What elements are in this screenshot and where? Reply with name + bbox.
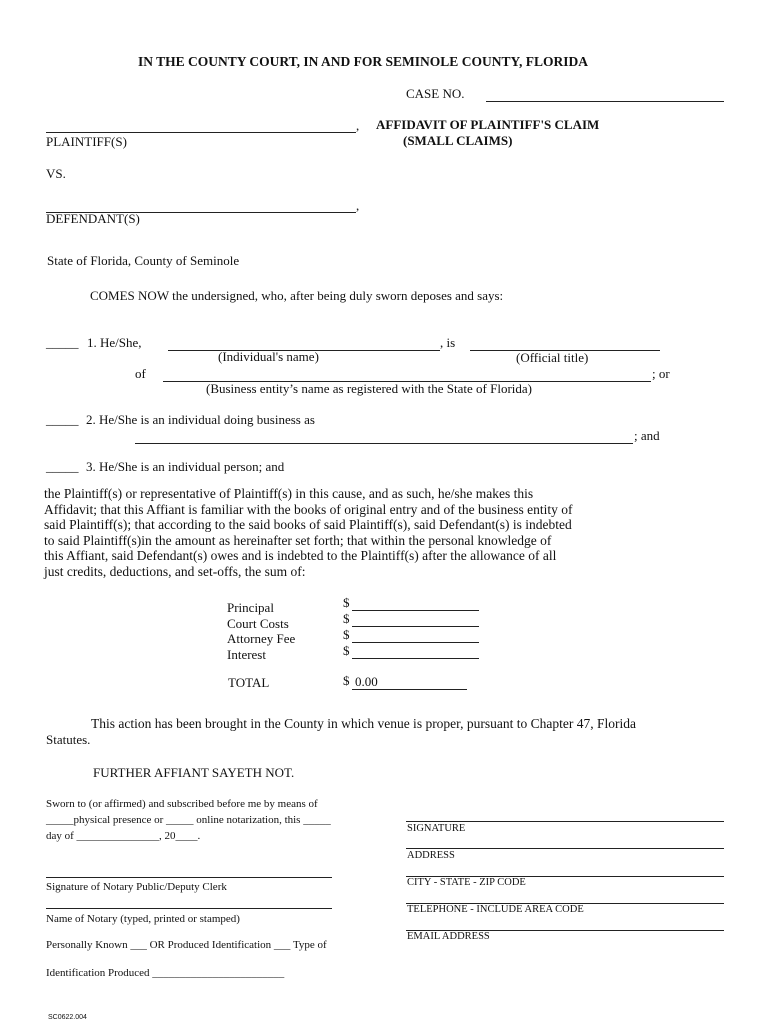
signature-field[interactable] bbox=[406, 821, 724, 822]
dba-name-field[interactable] bbox=[135, 443, 633, 444]
option2-blank[interactable]: _____ bbox=[46, 412, 79, 427]
venue-statement: State of Florida, County of Seminole bbox=[47, 253, 240, 268]
total-currency: $ bbox=[343, 673, 350, 688]
notary-line3: day of _______________, 20____. bbox=[46, 830, 201, 842]
case-no-label: CASE NO. bbox=[406, 86, 465, 101]
identification-line: Identification Produced ________________________ bbox=[46, 967, 285, 979]
form-code: SC0622.004 bbox=[48, 1014, 87, 1021]
personally-known-line: Personally Known ___ OR Produced Identification ___ Type of bbox=[46, 939, 327, 951]
court-costs-currency: $ bbox=[343, 611, 350, 626]
doc-title-line1: AFFIDAVIT OF PLAINTIFF'S CLAIM bbox=[376, 117, 600, 132]
venue-paragraph-line1: This action has been brought in the County in which venue is proper, pursuant to Chapter 47, Florida bbox=[91, 716, 636, 731]
signature-label: SIGNATURE bbox=[407, 823, 466, 834]
notary-line2: _____physical presence or _____ online notarization, this _____ bbox=[46, 814, 331, 826]
plaintiff-label: PLAINTIFF(S) bbox=[46, 134, 127, 149]
principal-currency: $ bbox=[343, 595, 350, 610]
individual-name-caption: (Individual's name) bbox=[218, 349, 319, 364]
defendant-comma: , bbox=[356, 198, 360, 213]
case-no-field[interactable] bbox=[486, 101, 724, 102]
body-line: Affidavit; that this Affiant is familiar with the books of original entry and of the business entity of bbox=[44, 501, 573, 517]
venue-paragraph-line2: Statutes. bbox=[46, 732, 91, 747]
interest-currency: $ bbox=[343, 643, 350, 658]
body-line: said Plaintiff(s); that according to the said books of said Plaintiff(s), said Defendant(s) is indebted bbox=[44, 517, 572, 533]
doc-title-line2: (SMALL CLAIMS) bbox=[403, 133, 513, 148]
official-title-caption: (Official title) bbox=[516, 350, 589, 365]
option3-blank[interactable]: _____ bbox=[46, 459, 79, 474]
principal-label: Principal bbox=[227, 600, 274, 615]
business-entity-caption: (Business entity’s name as registered with the State of Florida) bbox=[206, 381, 533, 396]
total-value: 0.00 bbox=[355, 674, 378, 689]
attorney-fee-currency: $ bbox=[343, 627, 350, 642]
city-state-zip-label: CITY - STATE - ZIP CODE bbox=[407, 877, 526, 888]
total-field[interactable] bbox=[352, 674, 467, 690]
notary-name-field[interactable] bbox=[46, 908, 332, 909]
plaintiff-comma: , bbox=[356, 118, 360, 133]
vs-label: VS. bbox=[46, 166, 66, 181]
notary-signature-field[interactable] bbox=[46, 877, 332, 878]
email-label: EMAIL ADDRESS bbox=[407, 931, 490, 942]
attorney-fee-label: Attorney Fee bbox=[227, 631, 296, 646]
notary-name-label: Name of Notary (typed, printed or stamped) bbox=[46, 913, 240, 925]
defendant-label: DEFENDANT(S) bbox=[46, 211, 140, 226]
body-line: to said Plaintiff(s)in the amount as hereinafter set forth; that within the personal knowledge of bbox=[44, 532, 552, 548]
option1-blank[interactable]: _____ bbox=[46, 335, 79, 350]
option1-or-label: ; or bbox=[652, 366, 670, 381]
court-costs-label: Court Costs bbox=[227, 616, 289, 631]
notary-line1: Sworn to (or affirmed) and subscribed before me by means of bbox=[46, 798, 318, 810]
plaintiff-name-field[interactable] bbox=[46, 132, 356, 133]
intro-statement: COMES NOW the undersigned, who, after being duly sworn deposes and says: bbox=[90, 288, 504, 303]
interest-field[interactable] bbox=[352, 658, 479, 659]
body-paragraph bbox=[44, 486, 634, 580]
principal-field[interactable] bbox=[352, 610, 479, 611]
notary-signature-label: Signature of Notary Public/Deputy Clerk bbox=[46, 881, 227, 893]
body-line: this Affiant, said Defendant(s) owes and is indebted to the Plaintiff(s) after the allowance of all bbox=[44, 548, 557, 564]
option1-text: 1. He/She, bbox=[87, 335, 142, 350]
total-label: TOTAL bbox=[228, 675, 270, 690]
court-title: IN THE COUNTY COURT, IN AND FOR SEMINOLE COUNTY, FLORIDA bbox=[138, 54, 588, 69]
address-label: ADDRESS bbox=[407, 850, 455, 861]
option1-is-label: , is bbox=[440, 335, 456, 350]
option2-text: 2. He/She is an individual doing business as bbox=[86, 412, 315, 427]
body-line: the Plaintiff(s) or representative of Plaintiff(s) in this cause, and as such, he/she makes this bbox=[44, 486, 534, 501]
address-field[interactable] bbox=[406, 848, 724, 849]
option2-and-label: ; and bbox=[634, 428, 660, 443]
further-affiant: FURTHER AFFIANT SAYETH NOT. bbox=[93, 765, 295, 780]
option1-of-label: of bbox=[135, 366, 146, 381]
telephone-label: TELEPHONE - INCLUDE AREA CODE bbox=[407, 904, 584, 915]
interest-label: Interest bbox=[227, 647, 266, 662]
body-line: just credits, deductions, and set-offs, the sum of: bbox=[44, 563, 306, 579]
attorney-fee-field[interactable] bbox=[352, 642, 479, 643]
court-costs-field[interactable] bbox=[352, 626, 479, 627]
option3-text: 3. He/She is an individual person; and bbox=[86, 459, 285, 474]
